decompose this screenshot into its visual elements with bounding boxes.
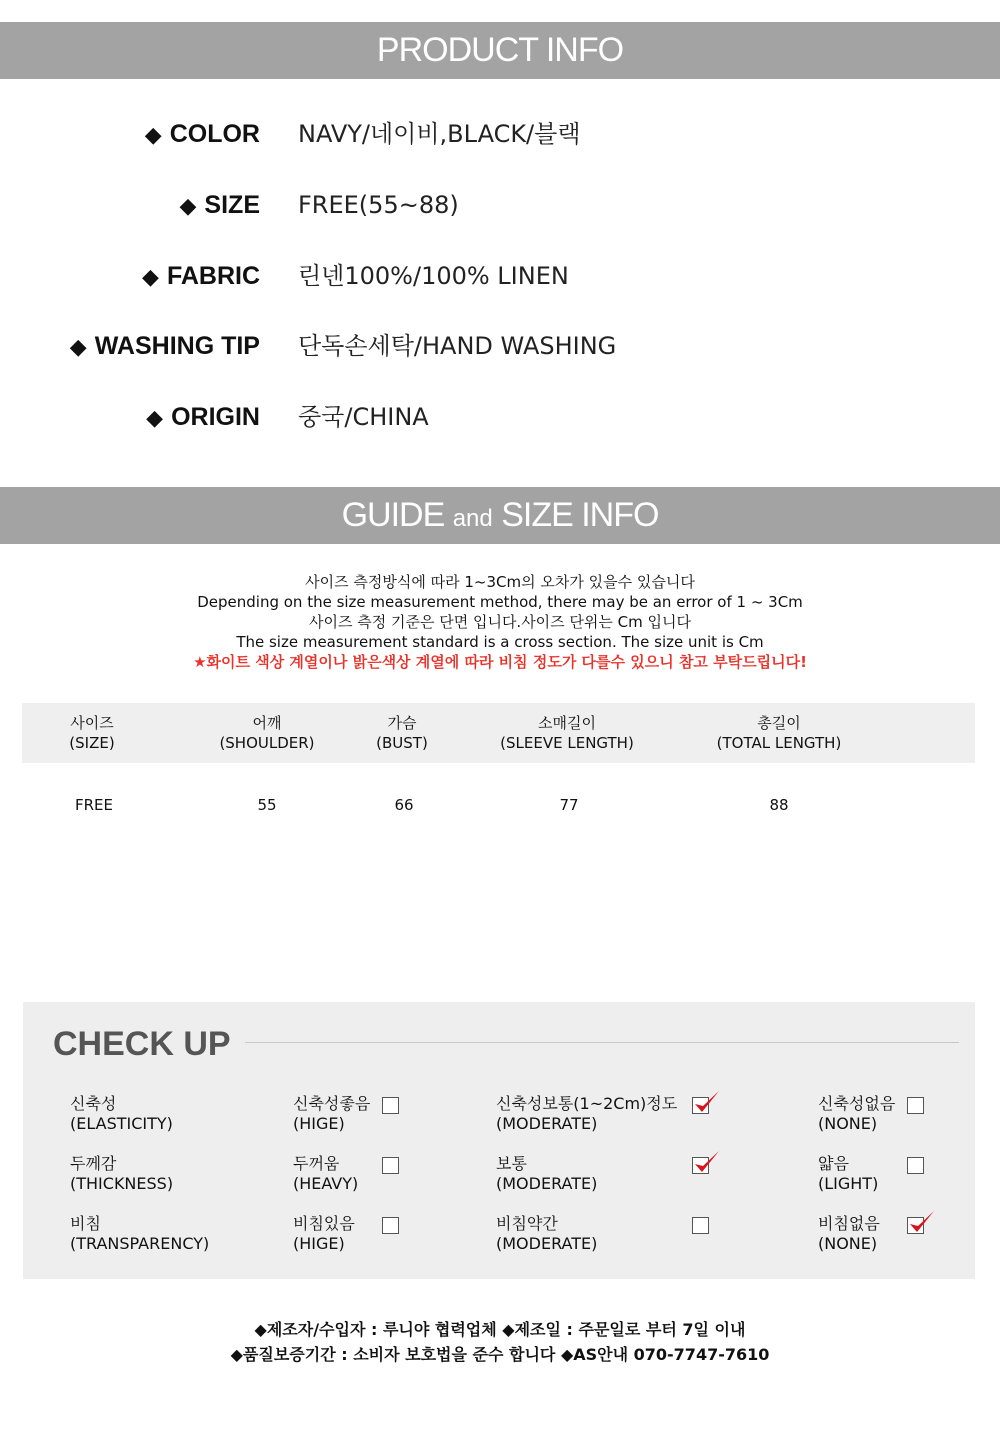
header-total-length: 총길이 (TOTAL LENGTH) [716,714,842,752]
cell-shoulder: 55 [257,796,277,814]
diamond-icon: ◆ [146,405,164,430]
checkbox[interactable] [907,1157,924,1174]
option-label: 신축성좋음 (HIGE) [293,1094,371,1133]
info-row-color [0,114,1000,154]
cell-bust: 66 [394,796,414,814]
info-label: FABRIC [166,262,260,290]
table-row [22,795,975,817]
info-label: ORIGIN [171,403,260,431]
guide-title-b: and [452,505,493,532]
checkbox[interactable] [382,1217,399,1234]
product-info-title: PRODUCT INFO [376,31,624,69]
note-line: 사이즈 측정 기준은 단면 입니다.사이즈 단위는 Cm 입니다 [308,613,691,631]
info-row-washing-tip [0,326,1000,366]
header-bust: 가슴 (BUST) [376,714,428,752]
cell-total-length: 88 [769,796,789,814]
checkbox[interactable] [907,1097,924,1114]
checkbox[interactable] [382,1097,399,1114]
info-value: NAVY/네이비,BLACK/블랙 [298,120,581,148]
guide-header [0,487,1000,544]
header-sleeve-length: 소매길이 (SLEEVE LENGTH) [500,714,634,752]
checkbox[interactable] [382,1157,399,1174]
cell-size: FREE [74,796,113,814]
checkbox-checked[interactable] [692,1157,709,1174]
divider [245,1042,959,1043]
info-label: WASHING TIP [94,332,260,360]
check-category-thickness: 두께감 (THICKNESS) [70,1154,174,1193]
diamond-icon: ◆ [69,334,87,359]
checkmark-icon [692,1149,722,1175]
info-value: FREE(55~88) [298,191,459,219]
note-line: Depending on the size measurement method, there may be an error of 1 ~ 3Cm [197,593,803,611]
option-label: 신축성보통(1~2Cm)정도 (MODERATE) [496,1094,678,1133]
info-value: 중국/CHINA [298,403,429,431]
checkbox-checked[interactable] [907,1217,924,1234]
size-notes [0,572,1000,672]
cell-sleeve-length: 77 [559,796,579,814]
checkbox[interactable] [692,1217,709,1234]
note-line: 사이즈 측정방식에 따라 1~3Cm의 오차가 있을수 있습니다 [305,573,695,591]
option-label: 비침약간 (MODERATE) [496,1214,598,1253]
footer-line: ◆제조자/수입자 : 루니야 협력업체 ◆제조일 : 주문일로 부터 7일 이내 [254,1320,746,1339]
option-label: 얇음 (LIGHT) [818,1154,879,1193]
diamond-icon: ◆ [179,193,197,218]
product-info-header [0,22,1000,79]
info-row-origin [0,397,1000,437]
size-table-header [22,703,975,763]
info-value: 단독손세탁/HAND WASHING [298,332,617,360]
diamond-icon: ◆ [142,264,159,289]
checkbox-checked[interactable] [692,1097,709,1114]
warning-note: ★화이트 색상 계열이나 밝은색상 계열에 따라 비침 정도가 다를수 있으니 참고 부탁드립니다! [193,653,807,671]
checkmark-icon [907,1209,937,1235]
option-label: 비침있음 (HIGE) [293,1214,355,1253]
info-row-size [0,185,1000,225]
info-label: SIZE [204,191,260,219]
info-row-fabric [0,256,1000,296]
check-up-title: CHECK UP [53,1025,231,1063]
guide-title-a: GUIDE [341,496,445,534]
header-size: 사이즈 (SIZE) [69,714,115,752]
option-label: 비침없음 (NONE) [818,1214,880,1253]
footer-line: ◆품질보증기간 : 소비자 보호법을 준수 합니다 ◆AS안내 070-7747-7610 [230,1345,770,1364]
option-label: 신축성없음 (NONE) [818,1094,896,1133]
guide-title-c: SIZE INFO [501,496,659,534]
note-line: The size measurement standard is a cross section. The size unit is Cm [236,633,764,651]
checkmark-icon [692,1089,722,1115]
check-up-panel [23,1002,975,1279]
option-label: 두꺼움 (HEAVY) [293,1154,359,1193]
option-label: 보통 (MODERATE) [496,1154,598,1193]
info-value: 린넨100%/100% LINEN [298,262,569,290]
check-category-transparency: 비침 (TRANSPARENCY) [70,1214,210,1253]
info-label: COLOR [169,120,260,148]
diamond-icon: ◆ [144,122,162,147]
check-category-elasticity: 신축성 (ELASTICITY) [70,1094,173,1133]
header-shoulder: 어깨 (SHOULDER) [219,714,315,752]
footer [0,1317,1000,1367]
